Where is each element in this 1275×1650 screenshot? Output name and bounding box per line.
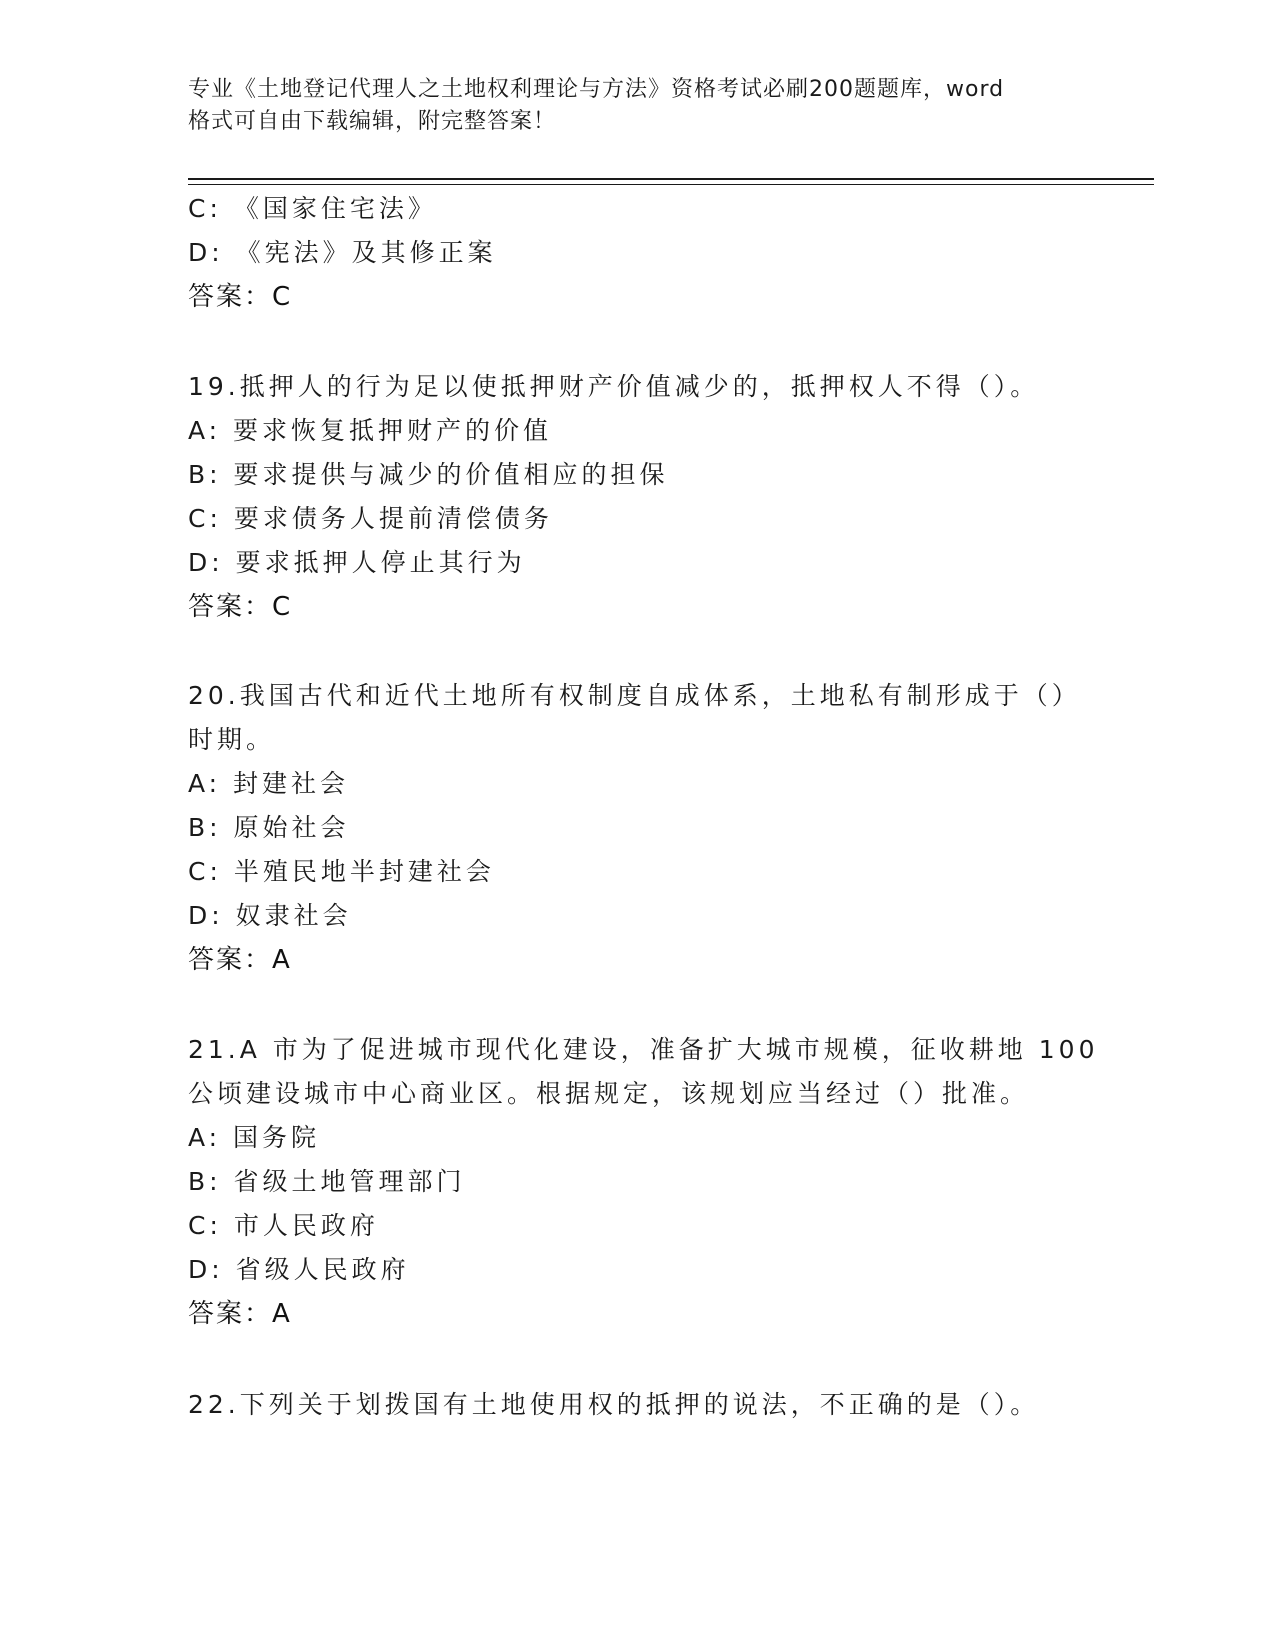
q19-option-a: A: 要求恢复抵押财产的价值 <box>188 416 553 445</box>
q19-option-b: B: 要求提供与减少的价值相应的担保 <box>188 460 669 489</box>
q20-option-a: A: 封建社会 <box>188 769 350 798</box>
q20-option-c: C: 半殖民地半封建社会 <box>188 857 495 886</box>
q19-answer: 答案：C <box>188 592 293 622</box>
q19-stem: 19.抵押人的行为足以使抵押财产价值减少的，抵押权人不得（）。 <box>188 372 1040 401</box>
document-header <box>188 74 1068 138</box>
q18-option-c: C: 《国家住宅法》 <box>188 194 437 223</box>
header-divider-thin <box>188 184 1154 185</box>
q21-option-a: A: 国务院 <box>188 1123 321 1152</box>
q21-stem-line-1: 21.A 市为了促进城市现代化建设，准备扩大城市规模，征收耕地 100 <box>188 1035 1099 1064</box>
q21-answer: 答案：A <box>188 1299 292 1329</box>
q21-option-c: C: 市人民政府 <box>188 1211 379 1240</box>
q22-stem: 22.下列关于划拨国有土地使用权的抵押的说法，不正确的是（）。 <box>188 1390 1040 1419</box>
q20-stem-line-1: 20.我国古代和近代土地所有权制度自成体系，土地私有制形成于（） <box>188 681 1081 710</box>
header-line-1: 专业《土地登记代理人之土地权利理论与方法》资格考试必刷200题题库，word <box>188 77 1005 102</box>
q21-option-b: B: 省级土地管理部门 <box>188 1167 466 1196</box>
q19-option-d: D: 要求抵押人停止其行为 <box>188 548 526 577</box>
header-line-2: 格式可自由下载编辑，附完整答案！ <box>188 109 557 134</box>
q20-option-d: D: 奴隶社会 <box>188 901 352 930</box>
q20-option-b: B: 原始社会 <box>188 813 350 842</box>
q21-option-d: D: 省级人民政府 <box>188 1255 410 1284</box>
q18-option-d: D: 《宪法》及其修正案 <box>188 238 497 267</box>
q20-answer: 答案：A <box>188 945 292 975</box>
header-divider-thick <box>188 178 1154 180</box>
q20-stem-line-2: 时期。 <box>188 725 276 754</box>
q21-stem-line-2: 公顷建设城市中心商业区。根据规定，该规划应当经过（）批准。 <box>188 1079 1030 1108</box>
q18-answer: 答案：C <box>188 282 293 312</box>
q19-option-c: C: 要求债务人提前清偿债务 <box>188 504 553 533</box>
